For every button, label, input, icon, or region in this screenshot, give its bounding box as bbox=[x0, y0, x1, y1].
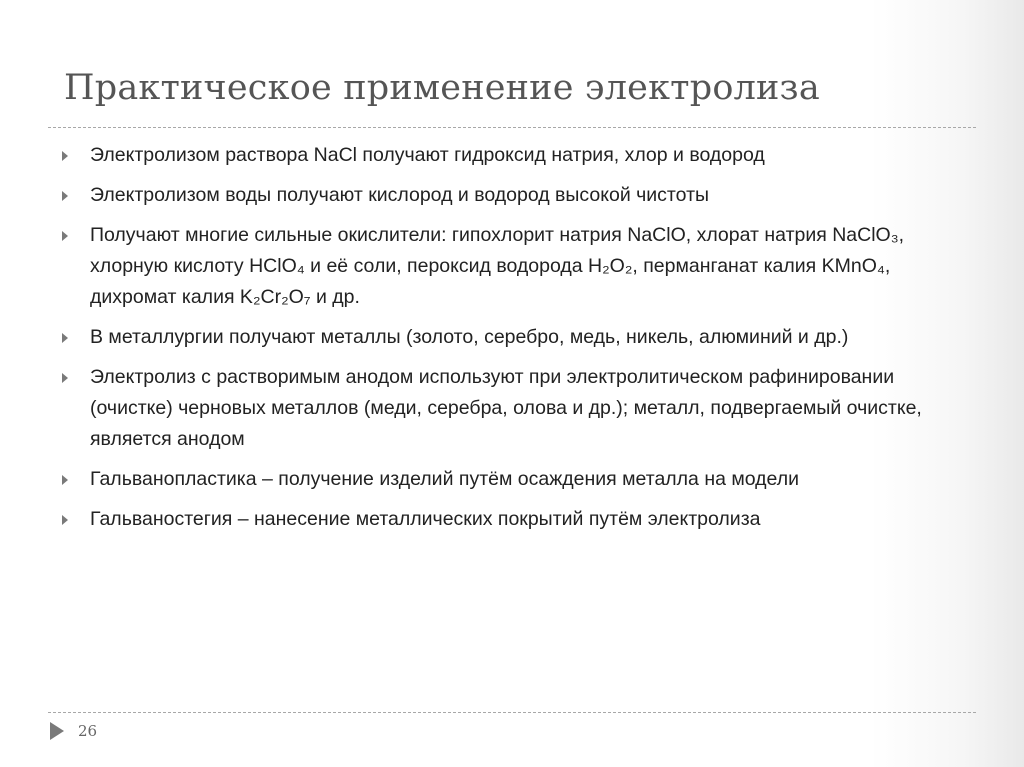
bullet-text: Гальванопластика – получение изделий путём осаждения металла на модели bbox=[90, 468, 800, 490]
title-divider bbox=[48, 127, 976, 128]
bullet-item bbox=[62, 362, 962, 455]
bullet-arrow-icon bbox=[62, 333, 68, 343]
bullet-item bbox=[62, 180, 962, 211]
bullet-arrow-icon bbox=[62, 151, 68, 161]
bullet-text: Гальваностегия – нанесение металлических покрытий путём электролиза bbox=[90, 508, 761, 530]
bullet-text: Получают многие сильные окислители: гипохлорит натрия NaClO, хлорат натрия NaClO₃, хлорную кислоту HClO₄ и её соли, пероксид водорода H₂O₂, перманганат калия KMnO₄, дихромат калия K₂Cr₂O₇ и др. bbox=[90, 224, 905, 308]
bullet-text: В металлургии получают металлы (золото, серебро, медь, никель, алюминий и др.) bbox=[90, 326, 849, 348]
bullet-item bbox=[62, 322, 962, 353]
bullet-item bbox=[62, 140, 962, 171]
bullet-item bbox=[62, 504, 962, 535]
page-number: 26 bbox=[78, 722, 98, 740]
bullet-arrow-icon bbox=[62, 475, 68, 485]
bullet-arrow-icon bbox=[62, 231, 68, 241]
bullet-text: Электролизом воды получают кислород и водород высокой чистоты bbox=[90, 184, 710, 206]
bullet-text: Электролиз с растворимым анодом используют при электролитическом рафинировании (очистке) черновых металлов (меди, серебра, олова и др.); металл, подвергаемый очистке, является анодом bbox=[90, 366, 922, 450]
slide-title: Практическое применение электролиза bbox=[64, 68, 820, 108]
footer-divider bbox=[48, 712, 976, 713]
bullet-list bbox=[62, 140, 962, 544]
footer-arrow-icon bbox=[50, 722, 64, 740]
bullet-text: Электролизом раствора NaCl получают гидроксид натрия, хлор и водород bbox=[90, 144, 765, 166]
bullet-arrow-icon bbox=[62, 515, 68, 525]
bullet-arrow-icon bbox=[62, 373, 68, 383]
bullet-item bbox=[62, 220, 962, 313]
bullet-item bbox=[62, 464, 962, 495]
bullet-arrow-icon bbox=[62, 191, 68, 201]
